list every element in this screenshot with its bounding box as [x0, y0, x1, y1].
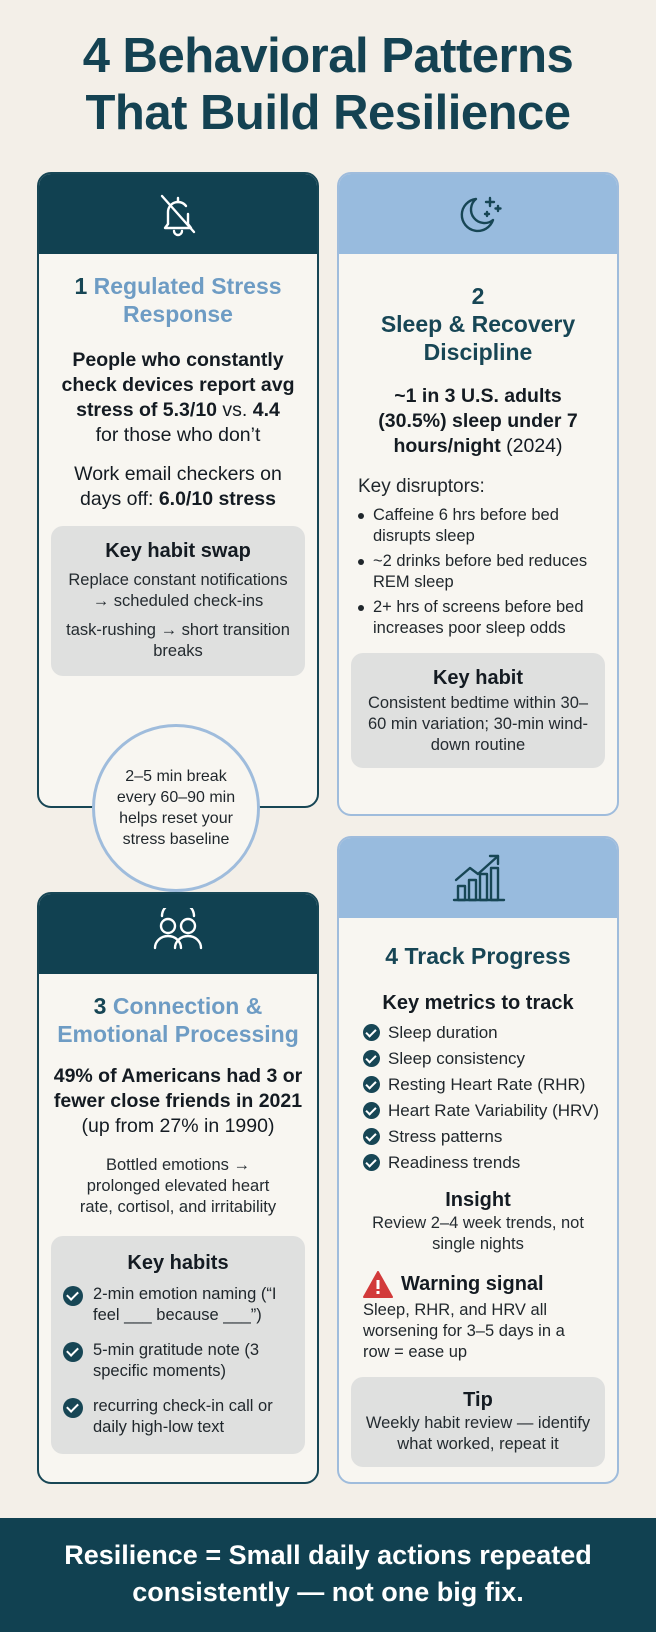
key-habit-swap-box	[51, 526, 305, 676]
card-connection-emotional	[37, 892, 319, 1484]
metric-text: Sleep consistency	[388, 1049, 526, 1068]
key-habit-swap-heading: Key habit swap	[105, 540, 251, 562]
card-4-title-text: Track Progress	[404, 943, 571, 969]
warning-row	[339, 1271, 617, 1298]
card-1-number: 1	[74, 273, 88, 299]
page-title	[0, 28, 656, 142]
card-sleep-recovery	[337, 172, 619, 816]
card-4-title	[339, 942, 617, 970]
habit-item	[63, 1340, 293, 1382]
check-circle-icon	[363, 1128, 380, 1145]
key-habit-swap-line-1: Replace constant notifications → scheduled check-ins	[68, 571, 288, 610]
card-3-stat	[39, 1064, 317, 1139]
metric-item	[363, 1100, 617, 1121]
card-1-stat-bold2: 4.4	[252, 399, 280, 421]
break-tip-circle: 2–5 min break every 60–90 min helps reset your stress baseline	[92, 724, 260, 892]
card-3-stat-rest: (up from 27% in 1990)	[81, 1115, 275, 1137]
tip-heading: Tip	[463, 1389, 493, 1411]
metrics-heading: Key metrics to track	[382, 992, 574, 1014]
metric-item	[363, 1048, 617, 1069]
habit-text: 2-min emotion naming (“I feel ___ because ___”)	[93, 1285, 277, 1324]
tip-box	[351, 1377, 605, 1467]
metric-text: Readiness trends	[388, 1153, 521, 1172]
disruptor-item: ~2 drinks before bed reduces REM sleep	[373, 551, 603, 593]
card-3-body: Bottled emotions → prolonged elevated heart rate, cortisol, and irritability	[79, 1156, 277, 1216]
insight-heading: Insight	[445, 1189, 511, 1211]
metric-text: Sleep duration	[388, 1023, 498, 1042]
people-icon	[146, 908, 210, 960]
habit-item	[63, 1396, 293, 1438]
check-circle-icon	[63, 1342, 83, 1362]
check-circle-icon	[363, 1076, 380, 1093]
moon-stars-icon	[450, 186, 506, 242]
card-2-header	[339, 174, 617, 254]
insight-text: Review 2–4 week trends, not single nights	[372, 1214, 584, 1253]
card-2-stat	[339, 384, 617, 459]
metrics-list	[339, 1022, 617, 1173]
check-circle-icon	[363, 1154, 380, 1171]
key-habit-heading: Key habit	[432, 667, 524, 689]
check-circle-icon	[363, 1102, 380, 1119]
card-2-stat-bold: ~1 in 3 U.S. adults (30.5%) sleep under 7 hours/night	[378, 385, 578, 457]
card-3-number: 3	[93, 993, 107, 1019]
card-2-title	[339, 282, 617, 366]
check-circle-icon	[363, 1024, 380, 1041]
metric-item	[363, 1074, 617, 1095]
card-1-email-bold: 6.0/10 stress	[158, 488, 276, 510]
card-2-title-text: Sleep & Recovery Discipline	[380, 311, 576, 365]
metric-text: Stress patterns	[388, 1127, 503, 1146]
card-2-stat-rest: (2024)	[500, 435, 563, 457]
warning-heading: Warning signal	[401, 1273, 544, 1295]
card-3-title-text: Connection & Emotional Processing	[57, 993, 299, 1047]
warning-text: Sleep, RHR, and HRV all worsening for 3–5 days in a row = ease up	[363, 1301, 565, 1361]
metric-item	[363, 1022, 617, 1043]
warning-icon	[363, 1271, 393, 1298]
card-1-header	[39, 174, 317, 254]
check-circle-icon	[63, 1398, 83, 1418]
habit-text: recurring check-in call or daily high-low text	[93, 1397, 273, 1436]
card-2-number: 2	[471, 283, 485, 309]
metric-text: Heart Rate Variability (HRV)	[388, 1101, 599, 1120]
habits-list	[63, 1284, 293, 1438]
metric-item	[363, 1126, 617, 1147]
check-circle-icon	[363, 1050, 380, 1067]
metric-text: Resting Heart Rate (RHR)	[388, 1075, 586, 1094]
title-line-2: That Build Resilience	[85, 86, 571, 140]
disruptors-list	[339, 505, 617, 639]
footer-banner	[0, 1518, 656, 1632]
growth-chart-icon	[448, 850, 508, 906]
habit-text: 5-min gratitude note (3 specific moments)	[93, 1341, 260, 1380]
key-habit-text: Consistent bedtime within 30–60 min variation; 30-min wind-down routine	[367, 694, 589, 754]
card-1-title	[39, 272, 317, 328]
card-1-email-stat	[39, 462, 317, 512]
card-3-title	[39, 992, 317, 1048]
card-1-stat-rest: for those who don’t	[95, 424, 261, 446]
footer-line-1: Resilience = Small daily actions repeated	[64, 1540, 592, 1570]
key-habit-swap-line-2: task-rushing → short transition breaks	[66, 621, 290, 660]
card-1-email-text: Work email checkers on days off:	[74, 463, 282, 510]
key-disruptors-label: Key disruptors:	[358, 476, 485, 497]
card-1-stat-bold: People who constantly check devices report avg stress of 5.3/10	[61, 349, 295, 421]
footer-line-2: consistently — not one big fix.	[132, 1577, 524, 1607]
title-line-1: 4 Behavioral Patterns	[82, 29, 574, 83]
metric-item	[363, 1152, 617, 1173]
tip-text: Weekly habit review — identify what worked, repeat it	[365, 1414, 591, 1453]
card-1-stat	[39, 348, 317, 448]
card-3-stat-bold: 49% of Americans had 3 or fewer close friends in 2021	[53, 1065, 303, 1112]
card-4-number: 4	[385, 943, 399, 969]
disruptor-item: 2+ hrs of screens before bed increases poor sleep odds	[373, 597, 603, 639]
card-1-title-text: Regulated Stress Response	[93, 273, 282, 327]
key-habits-box	[51, 1236, 305, 1454]
habit-item	[63, 1284, 293, 1326]
card-1-stat-vs: vs.	[217, 399, 253, 421]
card-3-header	[39, 894, 317, 974]
bell-off-icon	[152, 188, 204, 240]
card-stress-response	[37, 172, 319, 808]
key-habit-box	[351, 653, 605, 768]
key-habits-heading: Key habits	[127, 1252, 229, 1274]
check-circle-icon	[63, 1286, 83, 1306]
card-4-header	[339, 838, 617, 918]
card-track-progress	[337, 836, 619, 1484]
disruptor-item: Caffeine 6 hrs before bed disrupts sleep	[373, 505, 603, 547]
